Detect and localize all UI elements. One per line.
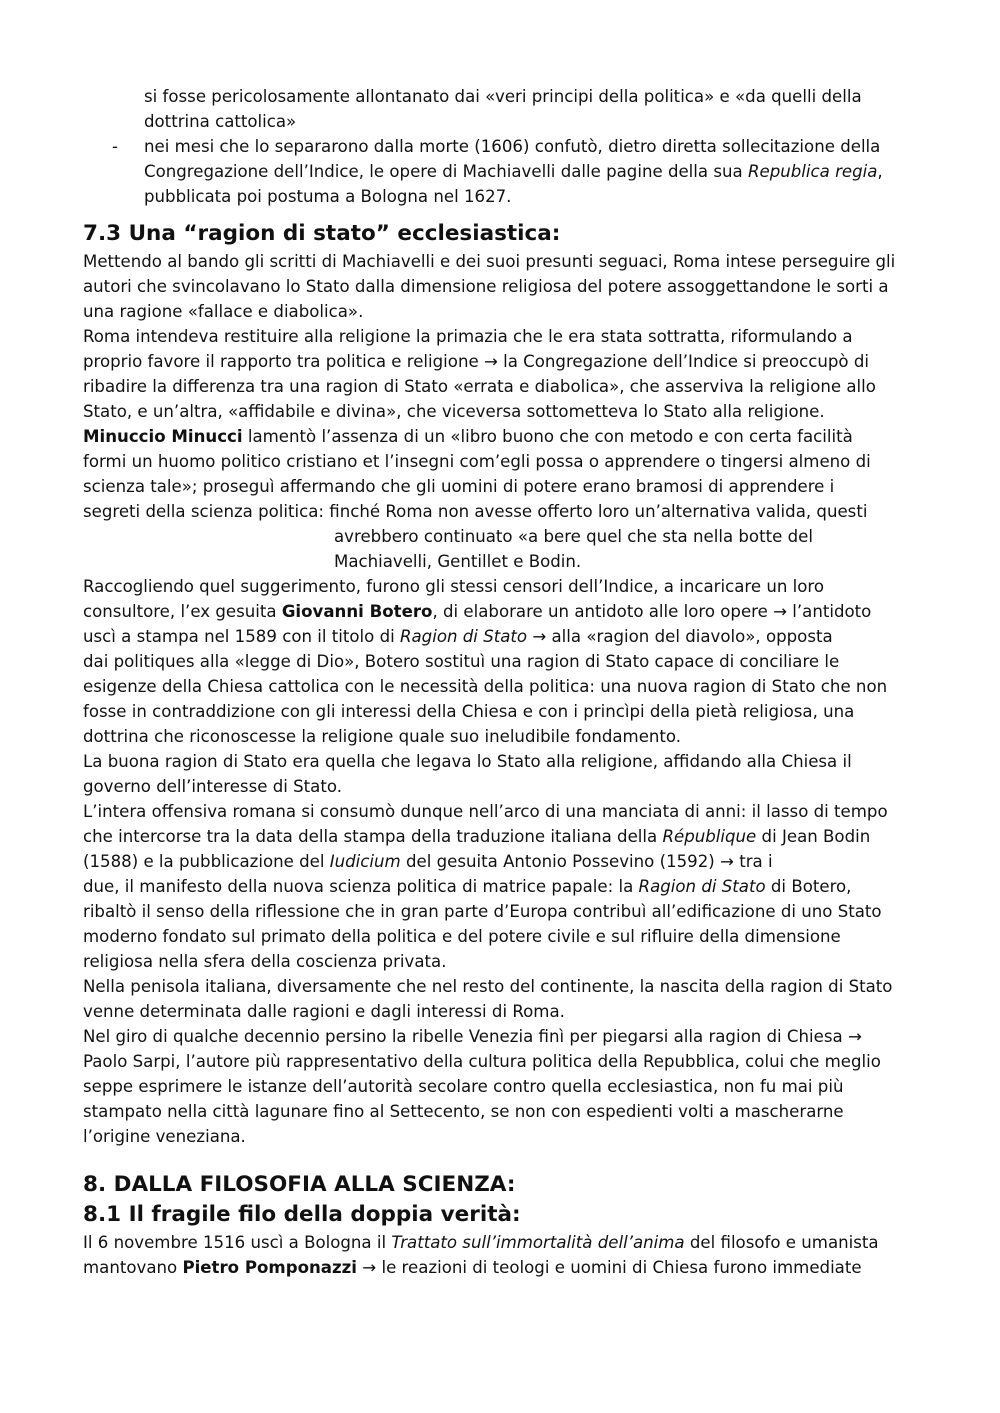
list-item-continuation: dottrina cattolica» xyxy=(144,112,297,131)
text-line: due, il manifesto della nuova scienza politica di matrice papale: la Ragion di Stato di Botero, xyxy=(83,877,852,896)
text-line: seppe esprimere le istanze dell’autorità secolare contro quella ecclesiastica, non fu mai più xyxy=(83,1077,844,1096)
book-title: Ragion di Stato xyxy=(638,877,766,896)
book-title: Republica regia xyxy=(747,162,878,181)
text-line: Roma intendeva restituire alla religione la primazia che le era stata sottratta, riformulando a xyxy=(83,327,853,346)
person-name: Minuccio Minucci xyxy=(83,427,243,446)
list-text: nei mesi che lo separarono dalla morte (1606) confutò, dietro diretta sollecitazione della xyxy=(144,137,881,156)
text-line: Stato, e un’altra, «affidabile e divina», che viceversa sottometteva lo Stato alla religione. xyxy=(83,402,825,421)
text-line: moderno fondato sul primato della politica e del potere civile e sul rifluire della dimensione xyxy=(83,927,841,946)
list-item-continuation: Congregazione dell’Indice, le opere di Machiavelli dalle pagine della sua Republica regia, xyxy=(144,162,883,181)
text-line: L’intera offensiva romana si consumò dunque nell’arco di una manciata di anni: il lasso di tempo xyxy=(83,802,888,821)
document-page xyxy=(83,84,923,1280)
text-line: governo dell’interesse di Stato. xyxy=(83,777,342,796)
text-line: mantovano Pietro Pomponazzi → le reazioni di teologi e uomini di Chiesa furono immediate xyxy=(83,1258,862,1277)
text-line: ribaltò il senso della riflessione che in gran parte d’Europa contribuì all’edificazione di uno Stato xyxy=(83,902,882,921)
text-line: proprio favore il rapporto tra politica e religione → la Congregazione dell’Indice si preoccupò di xyxy=(83,352,869,371)
text-line: formi un huomo politico cristiano et l’insegni com’egli possa o apprendere o tingersi almeno di xyxy=(83,452,871,471)
bullet-dash: - xyxy=(112,137,118,156)
text-line: scienza tale»; proseguì affermando che gli uomini di potere erano bramosi di apprendere i xyxy=(83,477,835,496)
text-line: dai politiques alla «legge di Dio», Botero sostituì una ragion di Stato capace di conciliare le xyxy=(83,652,840,671)
book-title: Iudicium xyxy=(329,852,401,871)
book-title: République xyxy=(662,827,757,846)
book-title: Ragion di Stato xyxy=(399,627,528,646)
list-item-continuation: si fosse pericolosamente allontanato dai «veri principi della politica» e «da quelli della xyxy=(144,87,862,106)
text-line: venne determinata dalle ragioni e dagli interessi di Roma. xyxy=(83,1002,565,1021)
text-line: fosse in contraddizione con gli interessi della Chiesa e con i princìpi della pietà religiosa, una xyxy=(83,702,855,721)
text-line: (1588) e la pubblicazione del Iudicium del gesuita Antonio Possevino (1592) → tra i xyxy=(83,852,773,871)
text-line: consultore, l’ex gesuita Giovanni Botero, di elaborare un antidoto alle loro opere → l’antidoto xyxy=(83,602,872,621)
text-line: religiosa nella sfera della coscienza privata. xyxy=(83,952,447,971)
person-name: Giovanni Botero xyxy=(281,602,433,621)
text-line: Il 6 novembre 1516 uscì a Bologna il Trattato sull’immortalità dell’anima del filosofo e umanista xyxy=(83,1233,879,1252)
text-line: stampato nella città lagunare fino al Settecento, se non con espedienti volti a mascherarne xyxy=(83,1102,844,1121)
text-line: Mettendo al bando gli scritti di Machiavelli e dei suoi presunti seguaci, Roma intese perseguire gli xyxy=(83,252,896,271)
list-item-continuation: pubblicata poi postuma a Bologna nel 1627. xyxy=(144,187,512,206)
section-heading-8: 8. DALLA FILOSOFIA ALLA SCIENZA: xyxy=(83,1172,516,1197)
section-heading-8-1: 8.1 Il fragile filo della doppia verità: xyxy=(83,1202,521,1227)
text-line: una ragione «fallace e diabolica». xyxy=(83,302,364,321)
text-line: uscì a stampa nel 1589 con il titolo di Ragion di Stato → alla «ragion del diavolo», opposta xyxy=(83,627,833,646)
text-line: segreti della scienza politica: finché Roma non avesse offerto loro un’alternativa valida, questi xyxy=(83,502,868,521)
text-line: Raccogliendo quel suggerimento, furono gli stessi censori dell’Indice, a incaricare un loro xyxy=(83,577,824,596)
text-line: Paolo Sarpi, l’autore più rappresentativo della cultura politica della Repubblica, colui che meglio xyxy=(83,1052,881,1071)
book-title: Trattato sull’immortalità dell’anima xyxy=(391,1233,685,1252)
text-line: ribadire la differenza tra una ragion di Stato «errata e diabolica», che asserviva la religione allo xyxy=(83,377,876,396)
text-line: Nella penisola italiana, diversamente che nel resto del continente, la nascita della ragion di Stato xyxy=(83,977,893,996)
text-line: l’origine veneziana. xyxy=(83,1127,246,1146)
text-line: Minuccio Minucci lamentò l’assenza di un «libro buono che con metodo e con certa facilità xyxy=(83,427,853,446)
list-item xyxy=(83,134,923,159)
text-line-indented: avrebbero continuato «a bere quel che sta nella botte del xyxy=(334,527,813,546)
text-line: che intercorse tra la data della stampa della traduzione italiana della République di Jean Bodin xyxy=(83,827,871,846)
text-line: autori che svincolavano lo Stato dalla dimensione religiosa del potere assoggettandone le sorti a xyxy=(83,277,889,296)
section-heading-7-3: 7.3 Una “ragion di stato” ecclesiastica: xyxy=(83,221,561,246)
person-name: Pietro Pomponazzi xyxy=(182,1258,357,1277)
text-line-indented: Machiavelli, Gentillet e Bodin. xyxy=(334,552,582,571)
text-line: dottrina che riconoscesse la religione quale suo ineludibile fondamento. xyxy=(83,727,682,746)
text-line: La buona ragion di Stato era quella che legava lo Stato alla religione, affidando alla Chiesa il xyxy=(83,752,852,771)
text-line: esigenze della Chiesa cattolica con le necessità della politica: una nuova ragion di Stato che non xyxy=(83,677,888,696)
text-line: Nel giro di qualche decennio persino la ribelle Venezia finì per piegarsi alla ragion di Chiesa → xyxy=(83,1027,862,1046)
